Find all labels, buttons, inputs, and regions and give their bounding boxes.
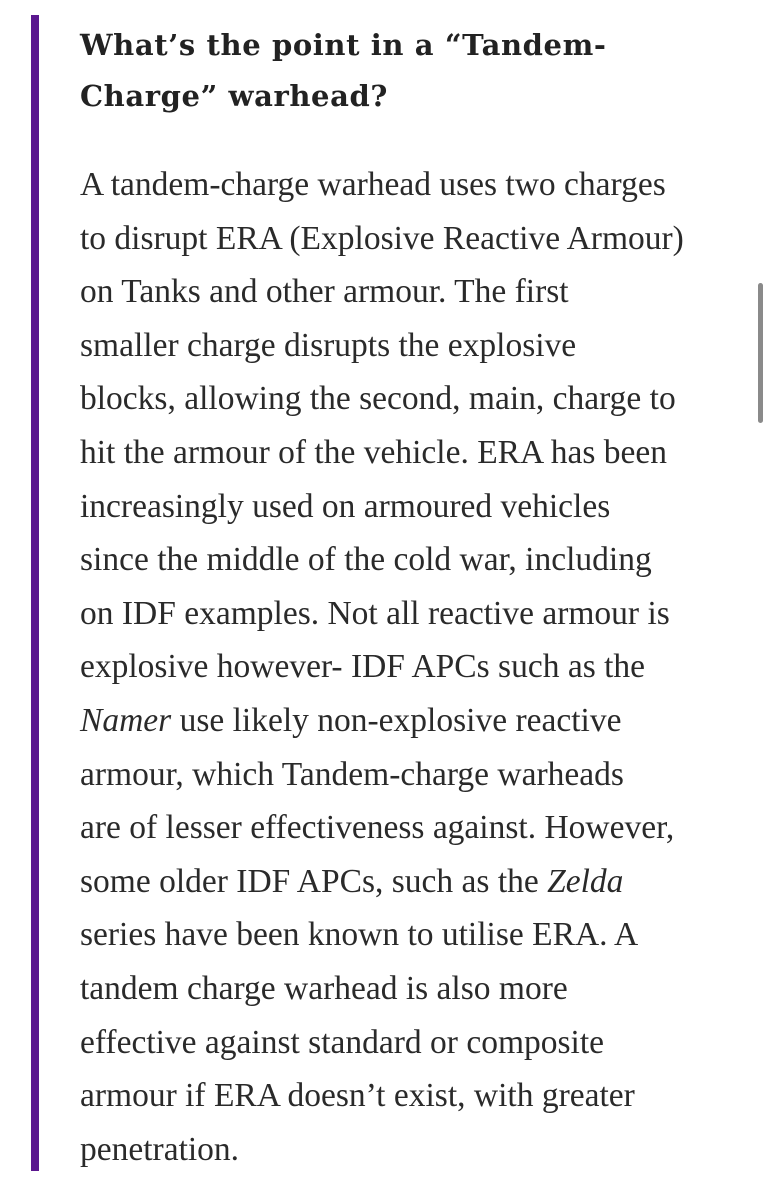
body-line-rest: use likely non-explosive reactive xyxy=(171,701,622,739)
body-line: are of lesser effectiveness against. However, xyxy=(80,809,675,847)
vehicle-name-zelda: Zelda xyxy=(547,862,624,900)
vehicle-name-namer: Namer xyxy=(80,701,172,739)
body-line: on Tanks and other armour. The first xyxy=(80,273,569,311)
body-line: penetration. xyxy=(80,1130,240,1168)
body-line: smaller charge disrupts the explosive xyxy=(80,326,577,364)
callout-body xyxy=(80,158,750,1176)
body-line-start: some older IDF APCs, such as the xyxy=(80,862,548,900)
body-line: series have been known to utilise ERA. A xyxy=(80,916,639,954)
body-line xyxy=(80,855,750,909)
body-line: explosive however- IDF APCs such as the xyxy=(80,648,646,686)
body-line: since the middle of the cold war, including xyxy=(80,541,652,579)
callout-content xyxy=(80,20,750,1176)
body-line: armour if ERA doesn’t exist, with greater xyxy=(80,1077,635,1115)
callout-heading: What’s the point in a “Tandem-Charge” warhead? xyxy=(80,28,607,113)
body-line: effective against standard or composite xyxy=(80,1023,605,1061)
callout-accent-bar xyxy=(31,15,39,1171)
body-line: tandem charge warhead is also more xyxy=(80,969,568,1007)
body-line: armour, which Tandem-charge warheads xyxy=(80,755,624,793)
body-line: blocks, allowing the second, main, charge to xyxy=(80,380,676,418)
body-line: increasingly used on armoured vehicles xyxy=(80,487,611,525)
body-line: on IDF examples. Not all reactive armour is xyxy=(80,594,670,632)
scrollbar-thumb[interactable] xyxy=(758,283,763,423)
body-line: to disrupt ERA (Explosive Reactive Armour) xyxy=(80,219,684,257)
body-line: A tandem-charge warhead uses two charges xyxy=(80,166,666,203)
body-line xyxy=(80,694,750,748)
body-line: hit the armour of the vehicle. ERA has been xyxy=(80,433,668,471)
